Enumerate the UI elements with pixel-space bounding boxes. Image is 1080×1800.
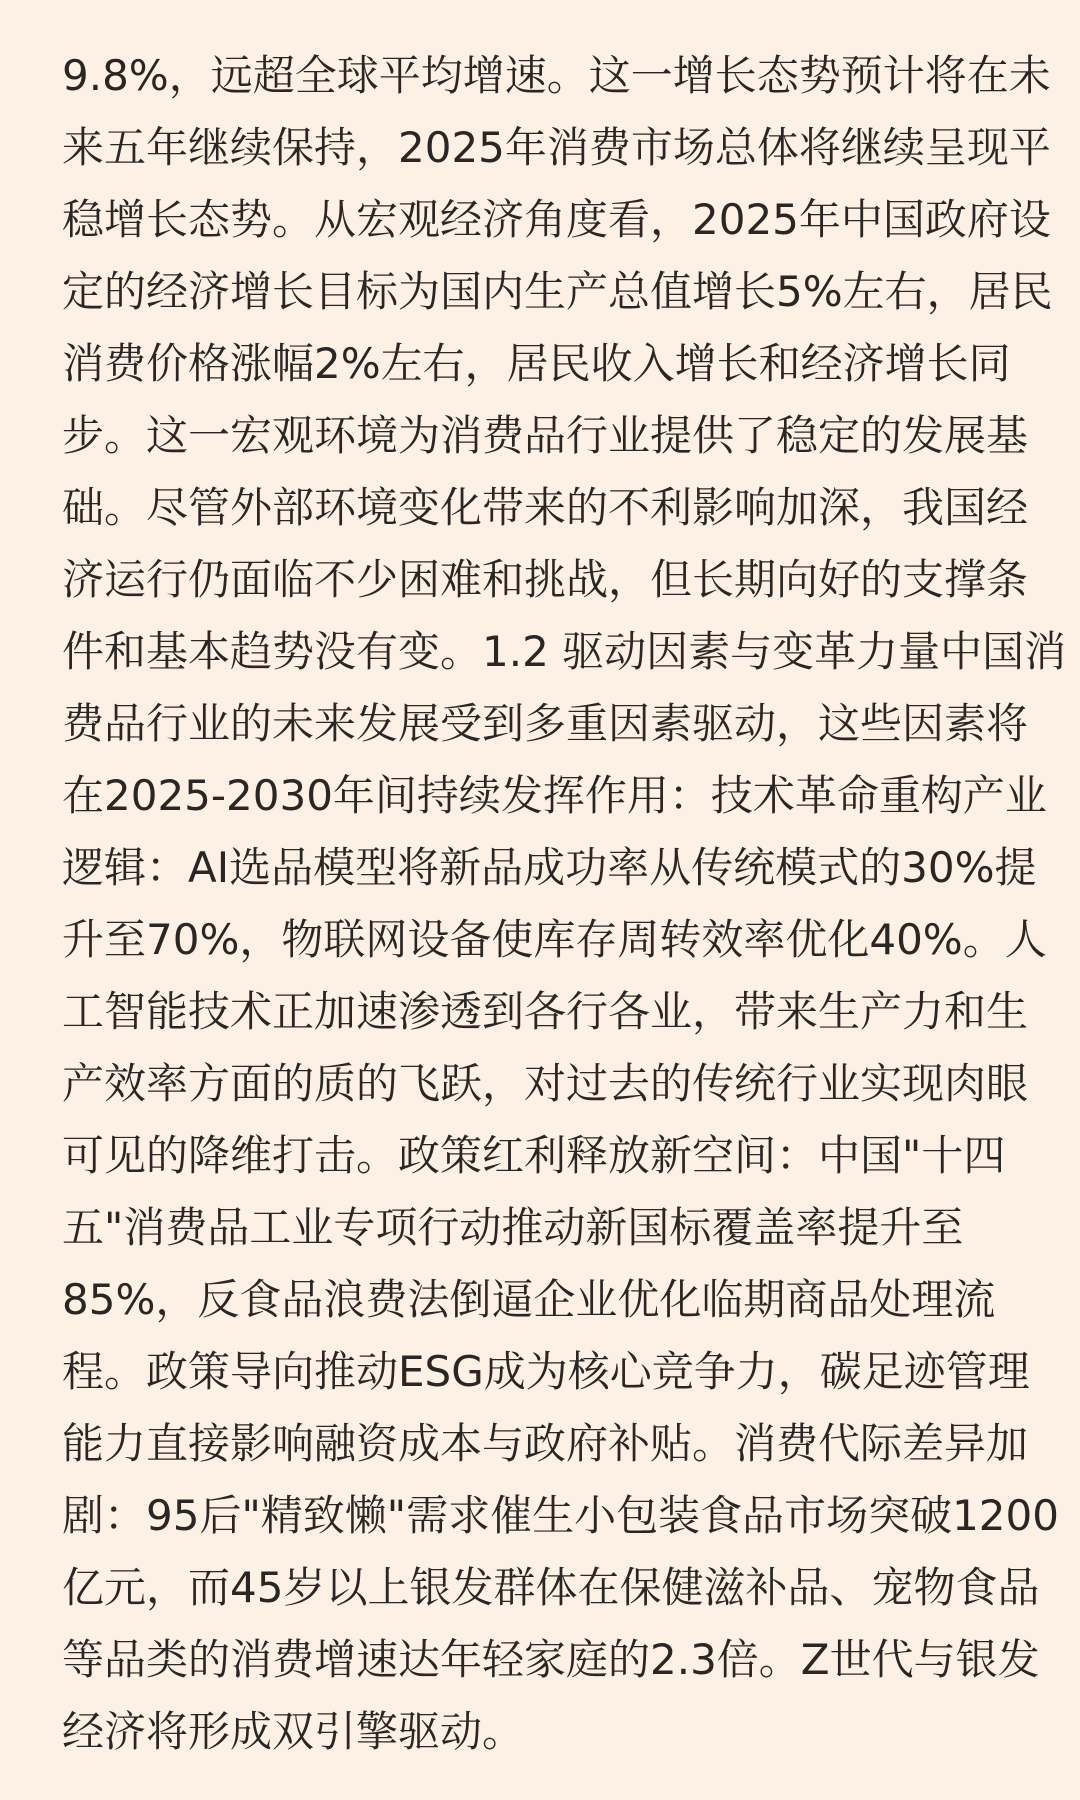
- text-line: 9.8%，远超全球平均增速。这一增长态势预计将在未: [62, 51, 1051, 100]
- text-line: 费品行业的未来发展受到多重因素驱动，这些因素将: [62, 699, 1029, 748]
- text-line: 工智能技术正加速渗透到各行各业，带来生产力和生: [62, 987, 1029, 1036]
- text-line: 升至70%，物联网设备使库存周转效率优化40%。人: [62, 915, 1047, 964]
- text-line: 五"消费品工业专项行动推动新国标覆盖率提升至: [62, 1203, 964, 1252]
- text-line: 经济将形成双引擎驱动。: [62, 1707, 525, 1756]
- text-line: 在2025-2030年间持续发挥作用：技术革命重构产业: [62, 771, 1047, 820]
- article-body: [62, 40, 1067, 1768]
- text-line: 程。政策导向推动ESG成为核心竞争力，碳足迹管理: [62, 1347, 1030, 1396]
- text-line: 逻辑：AI选品模型将新品成功率从传统模式的30%提: [62, 843, 1037, 892]
- text-line: 能力直接影响融资成本与政府补贴。消费代际差异加: [62, 1419, 1029, 1468]
- text-line: 可见的降维打击。政策红利释放新空间：中国"十四: [62, 1131, 1006, 1180]
- text-line: 消费价格涨幅2%左右，居民收入增长和经济增长同: [62, 339, 1011, 388]
- text-line: 等品类的消费增速达年轻家庭的2.3倍。Z世代与银发: [62, 1635, 1040, 1684]
- text-line: 件和基本趋势没有变。1.2 驱动因素与变革力量中国消: [62, 627, 1067, 676]
- text-line: 产效率方面的质的飞跃，对过去的传统行业实现肉眼: [62, 1059, 1029, 1108]
- text-line: 剧：95后"精致懒"需求催生小包装食品市场突破1200: [62, 1491, 1059, 1540]
- text-line: 定的经济增长目标为国内生产总值增长5%左右，居民: [62, 267, 1053, 316]
- text-line: 85%，反食品浪费法倒逼企业优化临期商品处理流: [62, 1275, 996, 1324]
- text-line: 来五年继续保持，2025年消费市场总体将继续呈现平: [62, 123, 1051, 172]
- text-line: 础。尽管外部环境变化带来的不利影响加深，我国经: [62, 483, 1029, 532]
- text-line: 亿元，而45岁以上银发群体在保健滋补品、宠物食品: [62, 1563, 1040, 1612]
- text-line: 稳增长态势。从宏观经济角度看，2025年中国政府设: [62, 195, 1051, 244]
- text-line: 济运行仍面临不少困难和挑战，但长期向好的支撑条: [62, 555, 1029, 604]
- text-line: 步。这一宏观环境为消费品行业提供了稳定的发展基: [62, 411, 1029, 460]
